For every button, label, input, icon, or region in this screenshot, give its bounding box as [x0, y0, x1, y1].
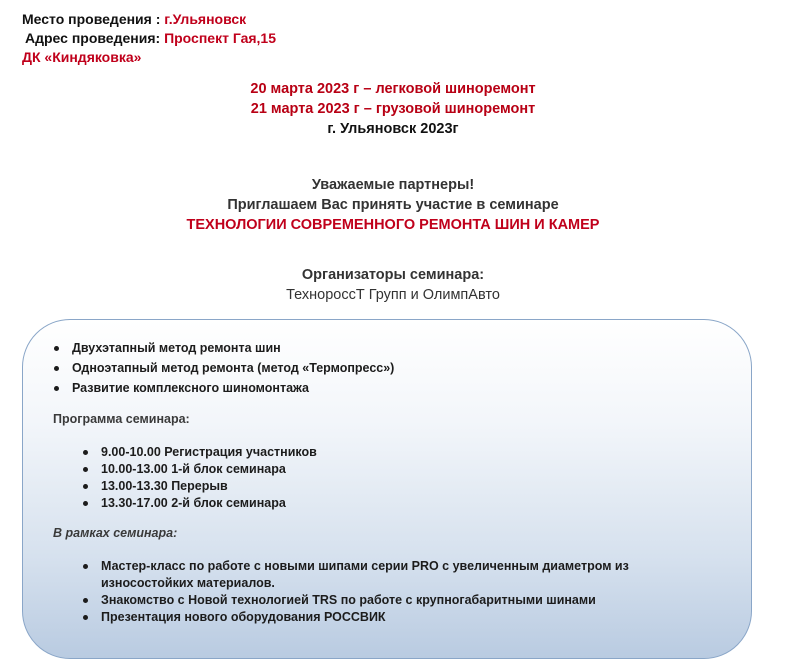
date-line-3: г. Ульяновск 2023г [327, 121, 459, 137]
list-item: Презентация нового оборудования РОССВИК [101, 609, 661, 626]
framework-title: В рамках семинара: [53, 526, 178, 540]
framework-list [101, 558, 661, 626]
invitation-text: Приглашаем Вас принять участие в семинаре [227, 197, 559, 213]
dates-block [0, 79, 786, 139]
date-line-1: 20 марта 2023 г – легковой шиноремонт [250, 81, 536, 97]
venue-address-row [22, 29, 276, 48]
venue-block [22, 10, 276, 67]
organizers-heading: Организаторы семинара: [301, 267, 485, 283]
greeting: Уважаемые партнеры! [311, 177, 475, 193]
list-item: Двухэтапный метод ремонта шин [72, 340, 394, 357]
venue-place-value: г.Ульяновск [164, 11, 247, 27]
list-item: 13.30-17.00 2-й блок семинара [101, 495, 317, 512]
venue-place-label: Место проведения : [22, 11, 165, 27]
list-item: 13.00-13.30 Перерыв [101, 478, 317, 495]
date-line-2: 21 марта 2023 г – грузовой шиноремонт [250, 101, 536, 117]
list-item: 10.00-13.00 1-й блок семинара [101, 461, 317, 478]
venue-building: ДК «Киндяковка» [22, 49, 142, 65]
list-item: 9.00-10.00 Регистрация участников [101, 445, 317, 459]
program-list [101, 444, 317, 512]
organizers-block [0, 265, 786, 305]
list-item: Знакомство с Новой технологией TRS по работе с крупногабаритными шинами [101, 592, 661, 609]
invitation-block [0, 175, 786, 235]
venue-address-label: Адрес проведения: [25, 30, 165, 46]
venue-address-value: Проспект Гая,15 [164, 30, 276, 46]
seminar-title: ТЕХНОЛОГИИ СОВРЕМЕННОГО РЕМОНТА ШИН И КАМЕР [186, 217, 600, 233]
list-item: Одноэтапный метод ремонта (метод «Термопресс») [72, 361, 395, 375]
list-item: Развитие комплексного шиномонтажа [72, 380, 394, 397]
list-item: Мастер-класс по работе с новыми шипами серии PRO с увеличенным диаметром из износостойких материалов. [101, 558, 661, 592]
venue-place-row [22, 10, 276, 29]
organizers-names: ТехноросcТ Групп и ОлимпАвто [286, 287, 500, 303]
topics-list [72, 340, 394, 400]
program-title: Программа семинара: [53, 412, 190, 426]
